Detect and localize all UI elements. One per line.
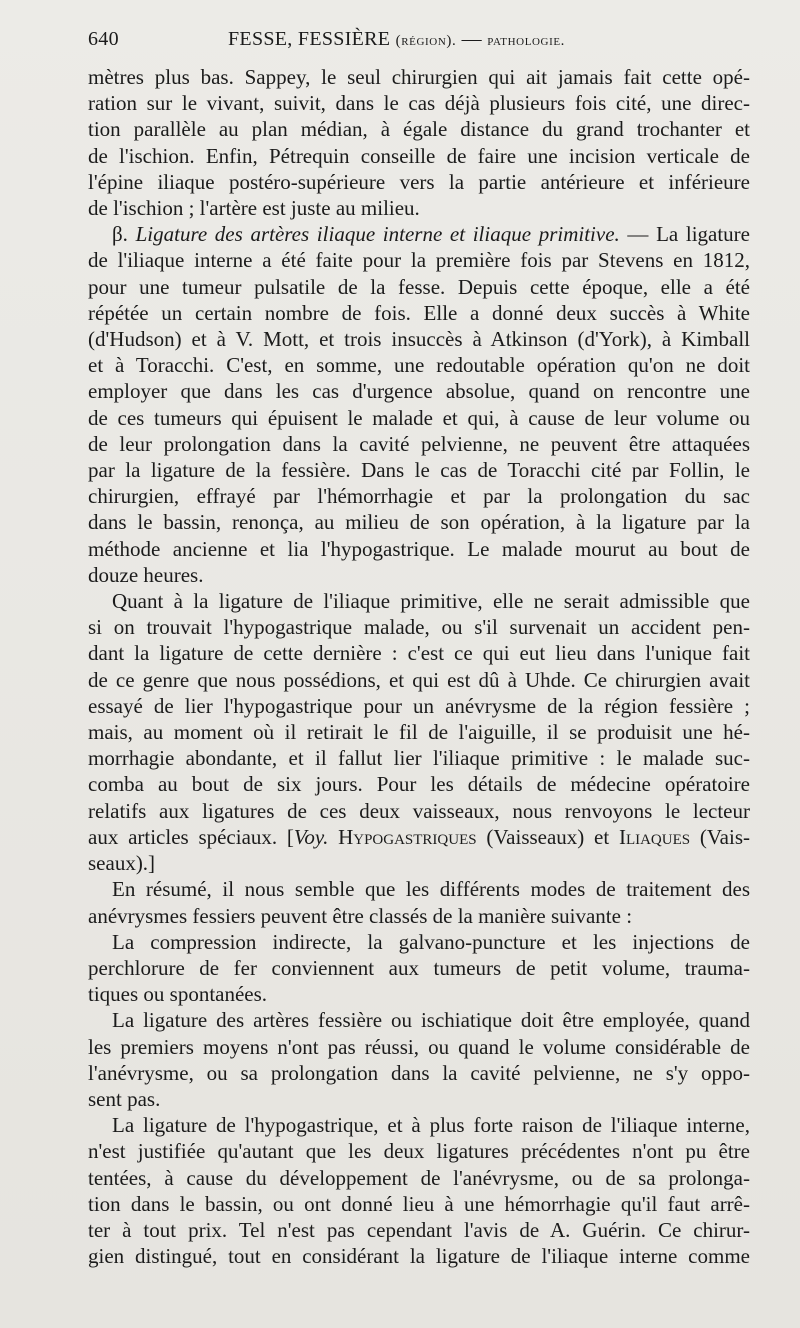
text-line: méthode ancienne et lia l'hypogastrique. Le malade mourut au bout de bbox=[88, 536, 750, 561]
text-line: de leur prolongation dans la cavité pelvienne, ne peuvent être attaquées bbox=[88, 431, 750, 456]
voy-reference: Voy. bbox=[293, 824, 329, 849]
text-line: dant la ligature de cette dernière : c'est ce qui eut lieu dans l'unique fait bbox=[88, 641, 750, 666]
text-line: répétée un certain nombre de fois. Elle a donné deux succès à White bbox=[88, 300, 750, 325]
text-line: (d'Hudson) et à V. Mott, et trois insuccès à Atkinson (d'York), à Kimball bbox=[88, 327, 750, 352]
text-run: (Vais- bbox=[690, 824, 751, 849]
text-line: ration sur le vivant, suivit, dans le cas déjà plusieurs fois cité, une direc- bbox=[88, 91, 750, 116]
text-line: n'est justifiée qu'autant que les deux ligatures précédentes n'ont pu être bbox=[88, 1139, 750, 1164]
text-line: douze heures. bbox=[88, 562, 204, 587]
text-line: chirurgien, effrayé par l'hémorrhagie et par la prolongation du sac bbox=[88, 484, 750, 509]
text-line: perchlorure de fer conviennent aux tumeurs de petit volume, trauma- bbox=[88, 955, 750, 980]
running-header bbox=[88, 28, 748, 58]
section-heading: Ligature des artères iliaque interne et iliaque primitive. bbox=[135, 222, 620, 247]
text-line: mais, au moment où il retirait le fil de l'aiguille, il se produisit une hé- bbox=[88, 720, 750, 745]
text-line: de ce genre que nous possédions, et qui est dû à Uhde. Ce chirurgien avait bbox=[88, 667, 750, 692]
text-line: tentées, à cause du développement de l'anévrysme, ou de sa prolonga- bbox=[88, 1165, 750, 1190]
text-line: seaux).] bbox=[88, 851, 156, 876]
page-number: 640 bbox=[88, 28, 119, 50]
section-marker: β. bbox=[112, 222, 136, 247]
text-line: sent pas. bbox=[88, 1086, 161, 1111]
text-line: employer que dans les cas d'urgence absolue, quand on rencontre une bbox=[88, 379, 750, 404]
iliaques-reference: Iliaques bbox=[618, 824, 691, 849]
body-text bbox=[88, 64, 750, 1269]
text-run: (Vaisseaux) et bbox=[476, 824, 619, 849]
text-line: mètres plus bas. Sappey, le seul chirurgien qui ait jamais fait cette opé- bbox=[88, 65, 750, 89]
title-section: pathologie. bbox=[487, 33, 566, 49]
title-separator: — bbox=[456, 28, 488, 50]
title-main: FESSE, FESSIÈRE bbox=[228, 28, 391, 50]
text-line: Quant à la ligature de l'iliaque primitive, elle ne serait admissible que bbox=[112, 589, 750, 614]
text-line: En résumé, il nous semble que les différents modes de traitement des bbox=[112, 877, 750, 902]
text-line: dans le bassin, renonça, au milieu de son opération, à la ligature par la bbox=[88, 510, 750, 535]
text-run: aux articles spéciaux. [ bbox=[88, 824, 294, 849]
text-line: de l'iliaque interne a été faite pour la première fois par Stevens en 1812, bbox=[88, 248, 750, 273]
cross-reference-line bbox=[88, 824, 750, 850]
text-line: pour une tumeur pulsatile de la fesse. Depuis cette époque, elle a été bbox=[88, 274, 750, 299]
text-line: La ligature des artères fessière ou ischiatique doit être employée, quand bbox=[112, 1008, 750, 1033]
text-line: l'épine iliaque postéro-supérieure vers la partie antérieure et inférieure bbox=[88, 169, 750, 194]
text-run: — La ligature bbox=[619, 222, 750, 247]
text-line: comba au bout de six jours. Pour les détails de médecine opératoire bbox=[88, 772, 750, 797]
text-line: La ligature de l'hypogastrique, et à plus forte raison de l'iliaque interne, bbox=[112, 1113, 750, 1138]
text-line: de l'ischion ; l'artère est juste au milieu. bbox=[88, 196, 420, 221]
text-line: si on trouvait l'hypogastrique malade, ou s'il survenait un accident pen- bbox=[88, 615, 750, 640]
section-heading-line bbox=[88, 221, 750, 247]
text-line: anévrysmes fessiers peuvent être classés de la manière suivante : bbox=[88, 903, 633, 928]
text-line: tion parallèle au plan médian, à égale distance du grand trochanter et bbox=[88, 117, 750, 142]
text-line: relatifs aux ligatures de ces deux vaisseaux, nous renvoyons le lecteur bbox=[88, 798, 750, 823]
text-line: les premiers moyens n'ont pas réussi, ou quand le volume considérable de bbox=[88, 1034, 750, 1059]
text-line: par la ligature de la fessière. Dans le cas de Toracchi cité par Follin, le bbox=[88, 458, 750, 483]
text-line: tiques ou spontanées. bbox=[88, 982, 268, 1007]
hypogastriques-reference: Hypogastriques bbox=[338, 824, 477, 849]
text-line: morrhagie abondante, et il fallut lier l'iliaque primitive : le malade suc- bbox=[88, 746, 750, 771]
text-line: et à Toracchi. C'est, en somme, une redoutable opération qu'on ne doit bbox=[88, 353, 750, 378]
text-line: ter à tout prix. Tel n'est pas cependant l'avis de A. Guérin. Ce chirur- bbox=[88, 1217, 750, 1242]
text-line: de l'ischion. Enfin, Pétrequin conseille de faire une incision verticale de bbox=[88, 143, 750, 168]
text-line: La compression indirecte, la galvano-puncture et les injections de bbox=[112, 929, 750, 954]
title-region: (région). bbox=[395, 33, 457, 49]
running-title bbox=[228, 28, 565, 51]
text-line: tion dans le bassin, ou ont donné lieu à une hémorrhagie qu'il faut arrê- bbox=[88, 1191, 750, 1216]
text-line: essayé de lier l'hypogastrique pour un anévrysme de la région fessière ; bbox=[88, 693, 750, 718]
text-line: l'anévrysme, ou sa prolongation dans la cavité pelvienne, ne s'y oppo- bbox=[88, 1060, 750, 1085]
text-line: de ces tumeurs qui épuisent le malade et qui, à cause de leur volume ou bbox=[88, 405, 750, 430]
text-run bbox=[328, 825, 338, 849]
text-line: gien distingué, tout en considérant la ligature de l'iliaque interne comme bbox=[88, 1244, 750, 1269]
